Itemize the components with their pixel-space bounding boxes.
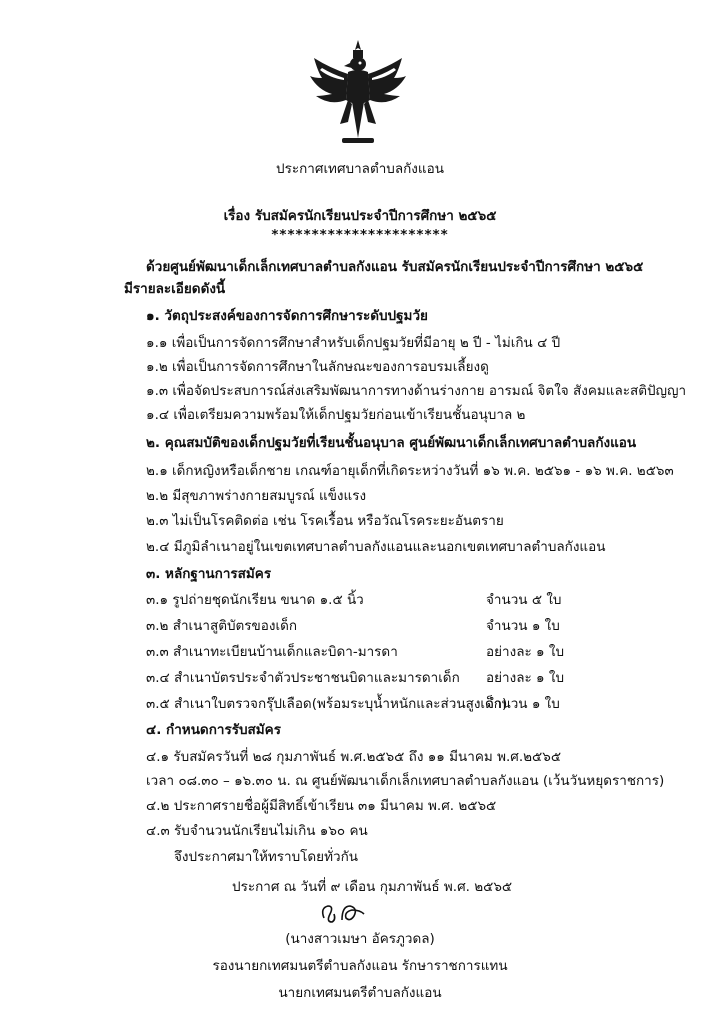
intro-line-2: มีรายละเอียดดังนี้ xyxy=(124,281,226,297)
signature-icon xyxy=(318,900,370,926)
section-1-item: ๑.๓ เพื่อจัดประสบการณ์ส่งเสริมพัฒนาการทางด้านร่างกาย อารมณ์ จิตใจ สังคมและสติปัญญา xyxy=(146,383,687,399)
section-2-heading: ๒. คุณสมบัติของเด็กปฐมวัยที่เรียนชั้นอนุบาล ศูนย์พัฒนาเด็กเล็กเทศบาลตำบลกังแอน xyxy=(146,435,637,451)
document-quantity: จำนวน ๑ ใบ xyxy=(486,618,560,634)
section-1-item: ๑.๒ เพื่อเป็นการจัดการศึกษาในลักษณะของการอบรมเลี้ยงดู xyxy=(146,359,489,375)
document-quantity: จำนวน ๑ ใบ xyxy=(486,696,560,712)
closing-text: จึงประกาศมาให้ทราบโดยทั่วกัน xyxy=(174,849,358,865)
section-2-item: ๒.๓ ไม่เป็นโรคติดต่อ เช่น โรคเรื้อน หรือวัณโรคระยะอันตราย xyxy=(146,513,504,529)
document-item: ๓.๕ สำเนาใบตรวจกรุ๊ปเลือด(พร้อมระบุน้ำหนักและส่วนสูงเด็ก) xyxy=(146,696,508,712)
section-1-heading: ๑. วัตถุประสงค์ของการจัดการศึกษาระดับปฐมวัย xyxy=(146,308,428,324)
announcement-subject: เรื่อง รับสมัครนักเรียนประจำปีการศึกษา ๒๕๖๕ xyxy=(223,208,497,224)
document-item: ๓.๒ สำเนาสูติบัตรของเด็ก xyxy=(146,618,298,634)
section-4-item: ๔.๓ รับจำนวนนักเรียนไม่เกิน ๑๖๐ คน xyxy=(146,823,368,839)
document-quantity: จำนวน ๕ ใบ xyxy=(486,592,562,608)
section-4-item: ๔.๑ รับสมัครวันที่ ๒๘ กุมภาพันธ์ พ.ศ.๒๕๖๕ ถึง ๑๑ มีนาคม พ.ศ.๒๕๖๕ xyxy=(146,749,562,765)
section-3-heading: ๓. หลักฐานการสมัคร xyxy=(146,566,272,582)
section-1-item: ๑.๔ เพื่อเตรียมความพร้อมให้เด็กปฐมวัยก่อนเข้าเรียนชั้นอนุบาล ๒ xyxy=(146,407,526,423)
document-quantity: อย่างละ ๑ ใบ xyxy=(486,670,565,686)
signer-name: (นางสาวเมษา อัครภูวดล) xyxy=(285,931,435,947)
section-4-heading: ๔. กำหนดการรับสมัคร xyxy=(146,722,281,738)
document-item: ๓.๓ สำเนาทะเบียนบ้านเด็กและบิดา-มารดา xyxy=(146,644,398,660)
separator-stars: ********************** xyxy=(271,227,449,243)
signer-position: รองนายกเทศมนตรีตำบลกังแอน รักษาราชการแทน xyxy=(212,958,508,974)
section-1-item: ๑.๑ เพื่อเป็นการจัดการศึกษาสำหรับเด็กปฐมวัยที่มีอายุ ๒ ปี - ไม่เกิน ๔ ปี xyxy=(146,335,561,351)
section-4-item: เวลา ๐๘.๓๐ – ๑๖.๓๐ น. ณ ศูนย์พัฒนาเด็กเล็กเทศบาลตำบลกังแอน (เว้นวันหยุดราชการ) xyxy=(146,773,665,789)
section-4-item: ๔.๒ ประกาศรายชื่อผู้มีสิทธิ์เข้าเรียน ๓๑ มีนาคม พ.ศ. ๒๕๖๕ xyxy=(146,798,497,814)
intro-line-1: ด้วยศูนย์พัฒนาเด็กเล็กเทศบาลตำบลกังแอน รับสมัครนักเรียนประจำปีการศึกษา ๒๕๖๕ xyxy=(146,259,644,275)
section-2-item: ๒.๔ มีภูมิลำเนาอยู่ในเขตเทศบาลตำบลกังแอนและนอกเขตเทศบาลตำบลกังแอน xyxy=(146,539,606,555)
garuda-emblem-icon xyxy=(308,38,408,148)
document-item: ๓.๑ รูปถ่ายชุดนักเรียน ขนาด ๑.๕ นิ้ว xyxy=(146,592,364,608)
signer-position-acting: นายกเทศมนตรีตำบลกังแอน xyxy=(278,985,442,1001)
document-quantity: อย่างละ ๑ ใบ xyxy=(486,644,565,660)
section-2-item: ๒.๒ มีสุขภาพร่างกายสมบูรณ์ แข็งแรง xyxy=(146,488,367,504)
announcement-title: ประกาศเทศบาลตำบลกังแอน xyxy=(276,161,444,177)
document-item: ๓.๔ สำเนาบัตรประจำตัวประชาชนบิดาและมารดาเด็ก xyxy=(146,670,460,686)
announcement-date: ประกาศ ณ วันที่ ๙ เดือน กุมภาพันธ์ พ.ศ. ๒๕๖๕ xyxy=(232,879,513,895)
section-2-item: ๒.๑ เด็กหญิงหรือเด็กชาย เกณฑ์อายุเด็กที่เกิดระหว่างวันที่ ๑๖ พ.ค. ๒๕๖๑ - ๑๖ พ.ค. ๒๕๖๓ xyxy=(146,463,674,479)
